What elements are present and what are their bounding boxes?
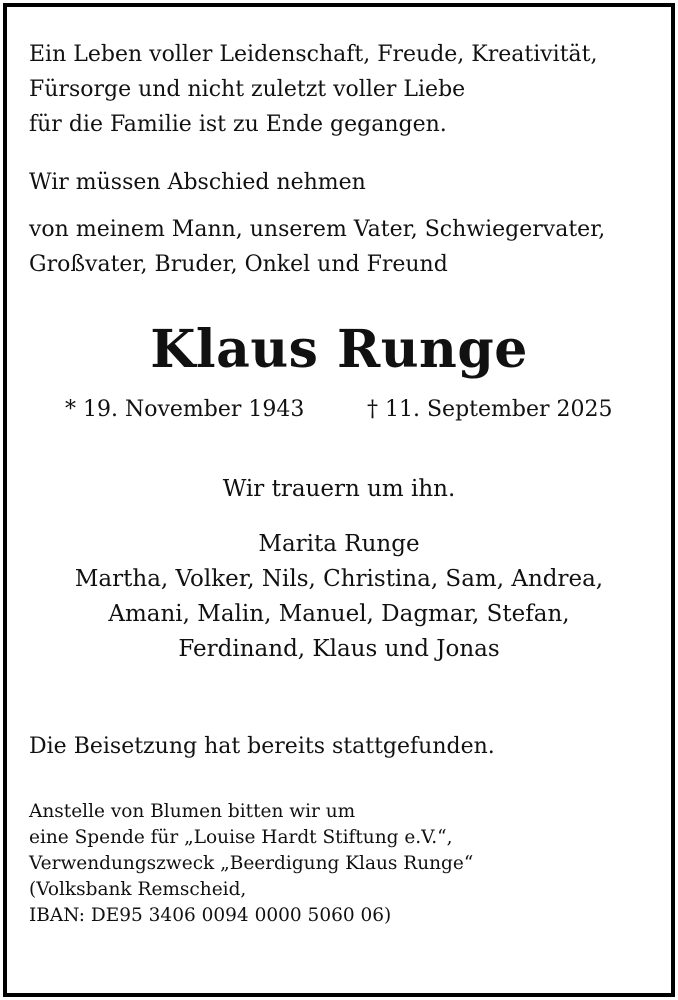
relation-paragraph	[29, 212, 661, 282]
relation-line: von meinem Mann, unserem Vater, Schwiegervater,	[29, 217, 606, 242]
donation-line: IBAN: DE95 3406 0094 0000 5060 06)	[29, 905, 392, 926]
donation-line: Anstelle von Blumen bitten wir um	[29, 801, 356, 822]
burial-notice: Die Beisetzung hat bereits stattgefunden.	[29, 734, 495, 759]
mourning-text: Wir trauern um ihn.	[222, 476, 456, 502]
death-date: † 11. September 2025	[367, 397, 613, 422]
donation-request	[29, 799, 661, 929]
intro-paragraph	[29, 37, 661, 142]
donation-line: (Volksbank Remscheid,	[29, 879, 247, 900]
farewell-text: Wir müssen Abschied nehmen	[29, 170, 366, 195]
mourner-line: Martha, Volker, Nils, Christina, Sam, Andrea,	[74, 566, 604, 592]
deceased-name: Klaus Runge	[150, 319, 528, 380]
mourners-list	[7, 527, 671, 667]
relation-line: Großvater, Bruder, Onkel und Freund	[29, 252, 448, 277]
mourner-line: Marita Runge	[258, 531, 420, 557]
mourner-line: Amani, Malin, Manuel, Dagmar, Stefan,	[108, 601, 570, 627]
mourner-line: Ferdinand, Klaus und Jonas	[178, 636, 500, 662]
birth-date: * 19. November 1943	[65, 397, 305, 422]
donation-line: eine Spende für „Louise Hardt Stiftung e.V.“,	[29, 827, 453, 848]
intro-line: Fürsorge und nicht zuletzt voller Liebe	[29, 77, 466, 102]
donation-line: Verwendungszweck „Beerdigung Klaus Runge“	[29, 853, 474, 874]
obituary-notice	[3, 3, 675, 997]
intro-line: Ein Leben voller Leidenschaft, Freude, Kreativität,	[29, 42, 598, 67]
intro-line: für die Familie ist zu Ende gegangen.	[29, 112, 447, 137]
